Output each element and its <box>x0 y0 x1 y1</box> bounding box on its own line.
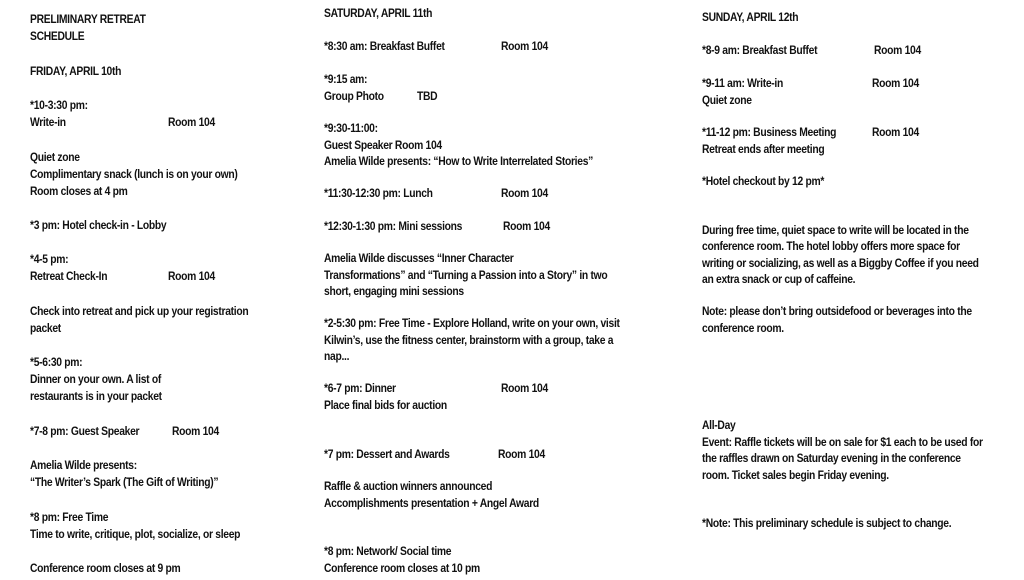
sunday-note-line1: Note: please don’t bring outsidefood or beverages into the <box>702 304 972 318</box>
saturday-mini-desc-line1: Amelia Wilde discusses “Inner Character <box>324 251 514 265</box>
friday-speaker-time: *7-8 pm: Guest Speaker <box>30 424 140 438</box>
saturday-photo-location: TBD <box>417 89 438 103</box>
sunday-breakfast: *8-9 am: Breakfast Buffet <box>702 43 818 57</box>
sunday-checkout: *Hotel checkout by 12 pm* <box>702 174 825 188</box>
friday-snack: Complimentary snack (lunch is on your own) <box>30 167 238 181</box>
sunday-retreat-ends: Retreat ends after meeting <box>702 142 825 156</box>
saturday-free-line1: *2-5:30 pm: Free Time - Explore Holland, write on your own, visit <box>324 316 620 330</box>
saturday-dinner: *6-7 pm: Dinner <box>324 381 396 395</box>
sunday-meeting-room: Room 104 <box>872 125 919 139</box>
friday-writein-label: Write-in <box>30 115 66 129</box>
friday-checkin-room: Room 104 <box>168 269 215 283</box>
friday-quiet-zone: Quiet zone <box>30 150 80 164</box>
friday-conf-closes: Conference room closes at 9 pm <box>30 561 181 575</box>
saturday-lunch-room: Room 104 <box>501 186 548 200</box>
saturday-mini-room: Room 104 <box>503 219 550 233</box>
sunday-note-line2: conference room. <box>702 321 784 335</box>
sunday-disclaimer: *Note: This preliminary schedule is subject to change. <box>702 516 952 530</box>
friday-checkin-note-line2: packet <box>30 321 61 335</box>
friday-checkin-time: *4-5 pm: <box>30 252 69 266</box>
friday-checkin-note-line1: Check into retreat and pick up your registration <box>30 304 249 318</box>
document-title-line2: SCHEDULE <box>30 29 85 43</box>
friday-writein-room: Room 104 <box>168 115 215 129</box>
sunday-allday: All-Day <box>702 418 736 432</box>
friday-checkin-label: Retreat Check-In <box>30 269 108 283</box>
saturday-heading: SATURDAY, APRIL 11th <box>324 6 433 20</box>
saturday-speaker-line: Guest Speaker Room 104 <box>324 138 442 152</box>
friday-speaker-presents: Amelia Wilde presents: <box>30 458 137 472</box>
sunday-meeting: *11-12 pm: Business Meeting <box>702 125 837 139</box>
sunday-breakfast-room: Room 104 <box>874 43 921 57</box>
saturday-lunch: *11:30-12:30 pm: Lunch <box>324 186 433 200</box>
sunday-event-line2: the raffles drawn on Saturday evening in the conference <box>702 451 961 465</box>
sunday-event-line3: room. Ticket sales begin Friday evening. <box>702 468 889 482</box>
saturday-breakfast: *8:30 am: Breakfast Buffet <box>324 39 445 53</box>
saturday-dinner-room: Room 104 <box>501 381 548 395</box>
saturday-mini-sessions: *12:30-1:30 pm: Mini sessions <box>324 219 463 233</box>
saturday-bids: Place final bids for auction <box>324 398 447 412</box>
friday-speaker-room: Room 104 <box>172 424 219 438</box>
sunday-writein: *9-11 am: Write-in <box>702 76 784 90</box>
saturday-conf-closes: Conference room closes at 10 pm <box>324 561 480 575</box>
friday-free-time: *8 pm: Free Time <box>30 510 109 524</box>
sunday-freetime-line2: conference room. The hotel lobby offers more space for <box>702 239 960 253</box>
saturday-speaker-time: *9:30-11:00: <box>324 121 378 135</box>
friday-free-desc: Time to write, critique, plot, socialize, or sleep <box>30 527 241 541</box>
saturday-breakfast-room: Room 104 <box>501 39 548 53</box>
saturday-free-line2: Kilwin’s, use the fitness center, brainstorm with a group, take a <box>324 333 614 347</box>
sunday-event-line1: Event: Raffle tickets will be on sale for $1 each to be used for <box>702 435 983 449</box>
saturday-speaker-presents: Amelia Wilde presents: “How to Write Interrelated Stories” <box>324 154 593 168</box>
saturday-raffle: Raffle & auction winners announced <box>324 479 493 493</box>
saturday-photo-label: Group Photo <box>324 89 384 103</box>
saturday-network: *8 pm: Network/ Social time <box>324 544 452 558</box>
sunday-writein-room: Room 104 <box>872 76 919 90</box>
friday-dinner-time: *5-6:30 pm: <box>30 355 83 369</box>
saturday-mini-desc-line3: short, engaging mini sessions <box>324 284 464 298</box>
saturday-accomplishments: Accomplishments presentation + Angel Award <box>324 496 539 510</box>
friday-hotel-checkin: *3 pm: Hotel check-in - Lobby <box>30 218 167 232</box>
friday-room-closes: Room closes at 4 pm <box>30 184 128 198</box>
friday-heading: FRIDAY, APRIL 10th <box>30 64 122 78</box>
friday-writein-time: *10-3:30 pm: <box>30 98 88 112</box>
sunday-freetime-line3: writing or socializing, as well as a Biggby Coffee if you need <box>702 256 979 270</box>
saturday-free-line3: nap... <box>324 349 350 363</box>
friday-dinner-line1: Dinner on your own. A list of <box>30 372 161 386</box>
sunday-quiet-zone: Quiet zone <box>702 93 752 107</box>
friday-dinner-line2: restaurants is in your packet <box>30 389 162 403</box>
saturday-dessert-room: Room 104 <box>498 447 545 461</box>
saturday-dessert: *7 pm: Dessert and Awards <box>324 447 450 461</box>
friday-speaker-title: “The Writer’s Spark (The Gift of Writing)” <box>30 475 219 489</box>
sunday-heading: SUNDAY, APRIL 12th <box>702 10 799 24</box>
sunday-freetime-line1: During free time, quiet space to write will be located in the <box>702 223 969 237</box>
sunday-freetime-line4: an extra snack or cup of caffeine. <box>702 272 856 286</box>
saturday-mini-desc-line2: Transformations” and “Turning a Passion into a Story” in two <box>324 268 608 282</box>
saturday-photo-time: *9:15 am: <box>324 72 368 86</box>
document-title-line1: PRELIMINARY RETREAT <box>30 12 146 26</box>
